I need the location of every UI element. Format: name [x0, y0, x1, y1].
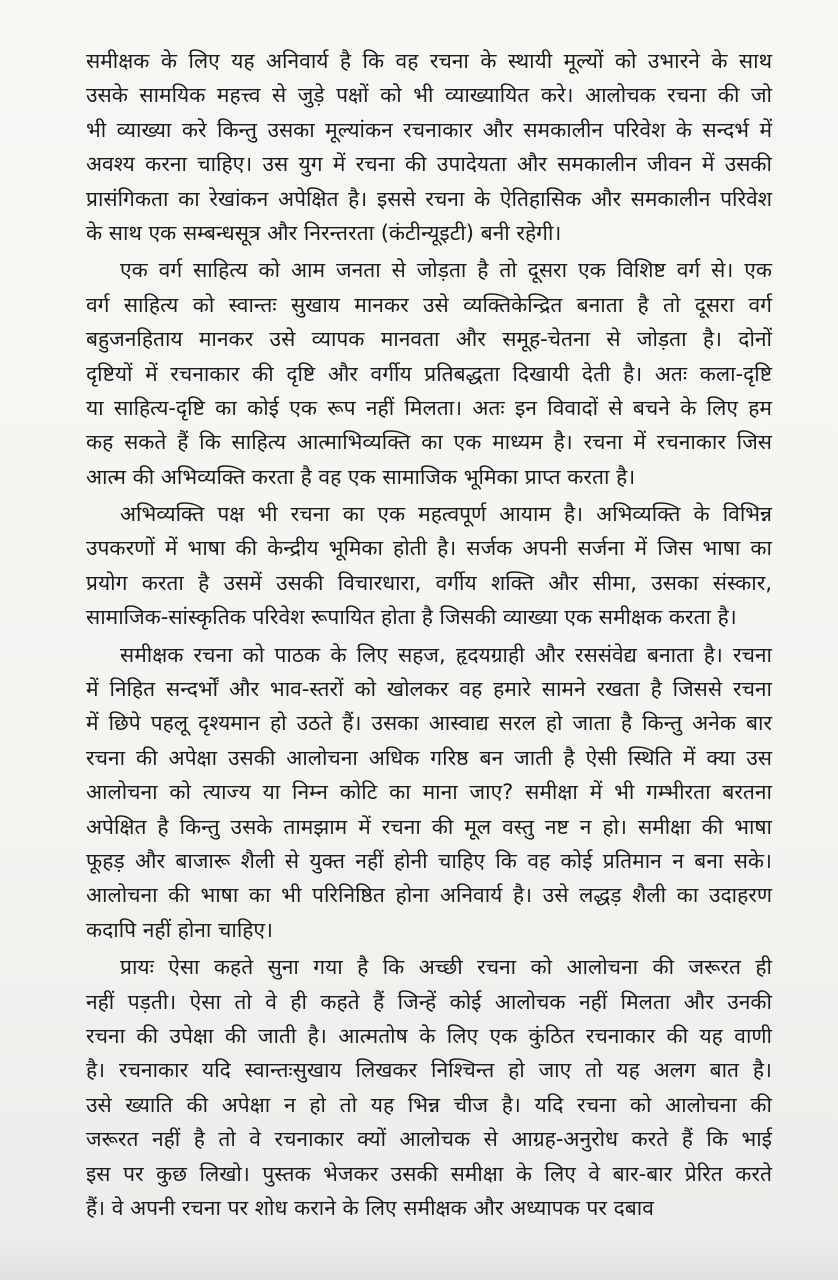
- text-line: सामाजिक-सांस्कृतिक परिवेश रूपायित होता है जिसकी व्याख्या एक समीक्षक करता है।: [86, 605, 737, 630]
- text-line: आत्म की अभिव्यक्ति करता है वह एक सामाजिक भूमिका प्राप्त करता है।: [86, 464, 636, 489]
- text-line: हैं। वे अपनी रचना पर शोध कराने के लिए समीक्षक और अध्यापक पर दबाव: [86, 1195, 654, 1220]
- text-line: अभिव्यक्ति पक्ष भी रचना का एक महत्वपूर्ण आयाम है। अभिव्यक्ति के विभिन्न: [120, 502, 772, 527]
- text-line: समीक्षक रचना को पाठक के लिए सहज, हृदयग्राही और रससंवेद्य बनाता है। रचना: [120, 642, 772, 667]
- page-bottom-shadow: [0, 1240, 838, 1280]
- text-line: नहीं पड़ती। ऐसा तो वे ही कहते हैं जिन्हें कोई आलोचक नहीं मिलता और उनकी: [86, 989, 772, 1014]
- text-line: आलोचना की भाषा का भी परिनिष्ठित होना अनिवार्य है। उसे लद्धड़ शैली का उदाहरण: [86, 883, 772, 908]
- text-line: उसके सामयिक महत्त्व से जुड़े पक्षों को भी व्याख्यायित करे। आलोचक रचना की जो: [86, 83, 772, 108]
- text-line: या साहित्य-दृष्टि का कोई एक रूप नहीं मिलता। अतः इन विवादों से बचने के लिए हम: [86, 395, 772, 420]
- text-line: प्रायः ऐसा कहते सुना गया है कि अच्छी रचना को आलोचना की जरूरत ही: [120, 955, 772, 980]
- text-line: प्रयोग करता है उसमें उसकी विचारधारा, वर्गीय शक्ति और सीमा, उसका संस्कार,: [86, 570, 772, 595]
- text-line: रचना की उपेक्षा की जाती है। आत्मतोष के लिए एक कुंठित रचनाकार की यह वाणी: [86, 1023, 772, 1048]
- page-body-text: [86, 44, 772, 1225]
- text-line: भी व्याख्या करे किन्तु उसका मूल्यांकन रचनाकार और समकालीन परिवेश के सन्दर्भ में: [86, 117, 772, 142]
- text-line: बहुजनहिताय मानकर उसे व्यापक मानवता और समूह-चेतना से जोड़ता है। दोनों: [86, 327, 772, 352]
- text-line: के साथ एक सम्बन्धसूत्र और निरन्तरता (कंटीन्यूइटी) बनी रहेगी।: [86, 220, 562, 245]
- text-line: एक वर्ग साहित्य को आम जनता से जोड़ता है तो दूसरा एक विशिष्ट वर्ग से। एक: [120, 258, 772, 283]
- text-line: में छिपे पहलू दृश्यमान हो उठते हैं। उसका आस्वाद्य सरल हो जाता है किन्तु अनेक बार: [86, 711, 772, 736]
- paragraph: [86, 44, 772, 250]
- text-line: फूहड़ और बाजारू शैली से युक्त नहीं होनी चाहिए कि वह कोई प्रतिमान न बना सके।: [86, 848, 772, 873]
- text-line: अवश्य करना चाहिए। उस युग में रचना की उपादेयता और समकालीन जीवन में उसकी: [86, 152, 772, 177]
- text-line: कह सकते हैं कि साहित्य आत्माभिव्यक्ति का एक माध्यम है। रचना में रचनाकार जिस: [86, 430, 772, 455]
- paragraph: [86, 253, 772, 494]
- text-line: प्रासंगिकता का रेखांकन अपेक्षित है। इससे रचना के ऐतिहासिक और समकालीन परिवेश: [86, 186, 772, 211]
- text-line: दृष्टियों में रचनाकार की दृष्टि और वर्गीय प्रतिबद्धता दिखायी देती है। अतः कला-दृष्टि: [86, 361, 772, 386]
- text-line: जरूरत नहीं है तो वे रचनाकार क्यों आलोचक से आग्रह-अनुरोध करते हैं कि भाई: [86, 1127, 772, 1152]
- text-line: इस पर कुछ लिखो। पुस्तक भेजकर उसकी समीक्षा के लिए वे बार-बार प्रेरित करते: [86, 1161, 772, 1186]
- text-line: कदापि नहीं होना चाहिए।: [86, 917, 273, 942]
- text-line: उसे ख्याति की अपेक्षा न हो तो यह भिन्न चीज है। यदि रचना को आलोचना की: [86, 1092, 772, 1117]
- text-line: समीक्षक के लिए यह अनिवार्य है कि वह रचना के स्थायी मूल्यों को उभारने के साथ: [86, 49, 772, 73]
- paragraph: [86, 497, 772, 635]
- text-line: आलोचना को त्याज्य या निम्न कोटि का माना जाए? समीक्षा में भी गम्भीरता बरतना: [86, 780, 772, 805]
- text-line: वर्ग साहित्य को स्वान्तः सुखाय मानकर उसे व्यक्तिकेन्द्रित बनाता है तो दूसरा वर्ग: [86, 292, 772, 317]
- text-line: अपेक्षित है किन्तु उसके तामझाम में रचना की मूल वस्तु नष्ट न हो। समीक्षा की भाषा: [86, 814, 772, 839]
- paragraph: [86, 638, 772, 948]
- text-line: है। रचनाकार यदि स्वान्तःसुखाय लिखकर निश्चिन्त हो जाए तो यह अलग बात है।: [86, 1058, 772, 1083]
- text-line: रचना की अपेक्षा उसकी आलोचना अधिक गरिष्ठ बन जाती है ऐसी स्थिति में क्या उस: [86, 745, 772, 770]
- paragraph: [86, 950, 772, 1225]
- text-line: में निहित सन्दर्भों और भाव-स्तरों को खोलकर वह हमारे सामने रखता है जिससे रचना: [86, 677, 772, 702]
- text-line: उपकरणों में भाषा की केन्द्रीय भूमिका होती है। सर्जक अपनी सर्जना में जिस भाषा का: [86, 536, 772, 561]
